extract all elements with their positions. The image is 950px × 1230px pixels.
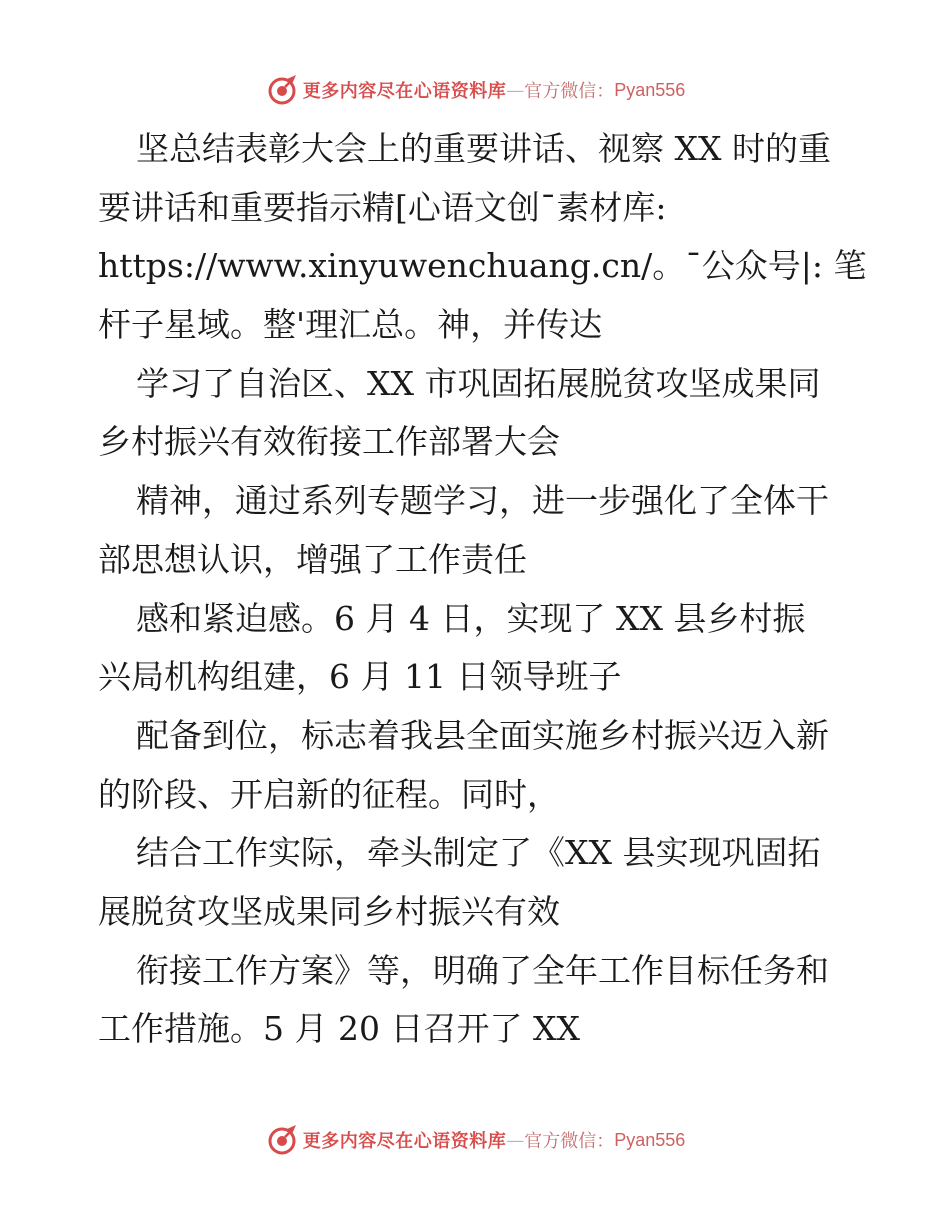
banner-text-wechat: 官方微信： bbox=[524, 1131, 615, 1152]
text-line: 学习了自治区、XX 市巩固拓展脱贫攻坚成果同 bbox=[136, 363, 821, 403]
text-line: 结合工作实际，牵头制定了《XX 县实现巩固拓 bbox=[136, 833, 821, 873]
text-line: https://www.xinyuwenchuang.cn/。¯公众号|: 笔 bbox=[98, 246, 867, 286]
text-line: 精神，通过系列专题学习，进一步强化了全体干 bbox=[136, 481, 829, 521]
banner-dash: — bbox=[506, 1129, 525, 1151]
text-line: 兴局机构组建，6 月 11 日领导班子 bbox=[98, 657, 622, 697]
text-line: 衔接工作方案》等，明确了全年工作目标任务和 bbox=[136, 950, 829, 990]
text-line: 展脱贫攻坚成果同乡村振兴有效 bbox=[98, 891, 560, 931]
body-text bbox=[98, 120, 867, 1059]
text-line: 的阶段、开启新的征程。同时， bbox=[98, 774, 560, 814]
header-banner bbox=[0, 70, 950, 110]
banner-text-id: Pyan556 bbox=[614, 1129, 686, 1150]
banner-text-library: 更多内容尽在心语资料库 bbox=[302, 81, 507, 102]
banner-text-library: 更多内容尽在心语资料库 bbox=[302, 1131, 507, 1152]
text-line: 部思想认识，增强了工作责任 bbox=[98, 539, 527, 579]
text-line: 乡村振兴有效衔接工作部署大会 bbox=[98, 422, 560, 462]
text-line: 感和紧迫感。6 月 4 日，实现了 XX 县乡村振 bbox=[136, 598, 806, 638]
pen-logo-icon bbox=[265, 73, 299, 107]
text-line: 坚总结表彰大会上的重要讲话、视察 XX 时的重 bbox=[136, 129, 831, 168]
text-line: 杆子星域。整'理汇总。神，并传达 bbox=[98, 305, 603, 345]
banner-text-id: Pyan556 bbox=[614, 79, 686, 100]
footer-banner bbox=[0, 1120, 950, 1160]
text-line: 配备到位，标志着我县全面实施乡村振兴迈入新 bbox=[136, 715, 829, 755]
banner-dash: — bbox=[506, 79, 525, 101]
banner-text-wechat: 官方微信： bbox=[524, 81, 615, 102]
text-line: 工作措施。5 月 20 日召开了 XX bbox=[98, 1009, 580, 1049]
pen-logo-icon bbox=[265, 1123, 299, 1157]
text-line: 要讲话和重要指示精[心语文创¯素材库: bbox=[98, 187, 667, 227]
